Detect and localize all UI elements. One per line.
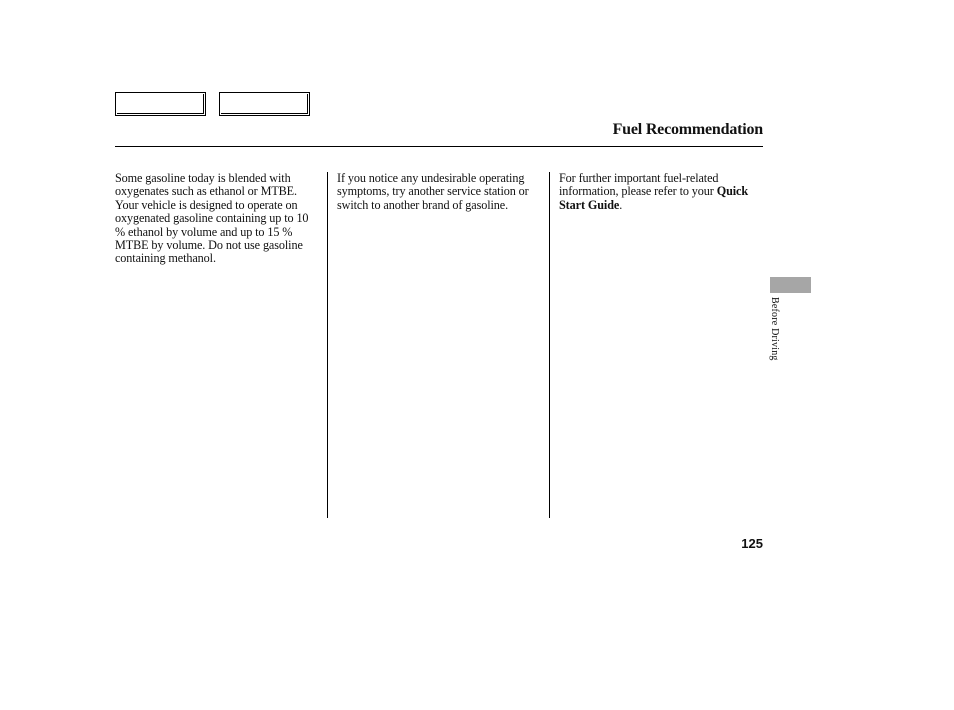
section-tab	[770, 277, 811, 293]
column-1-paragraph: Some gasoline today is blended with oxygenates such as ethanol or MTBE. Your vehicle is designed to operate on oxygenated gasoline containing up to 10 % ethanol by volume and up to 15 % MTBE by volume. Do not use gasoline containing methanol.	[115, 171, 309, 266]
quick-start-guide-reference: Quick Start Guide	[559, 184, 749, 212]
nav-button-next[interactable]	[219, 92, 310, 116]
column-3-text-end: .	[619, 197, 623, 212]
text-column-2	[337, 172, 537, 212]
title-divider	[115, 146, 763, 147]
text-column-3	[559, 172, 759, 212]
column-divider-2	[549, 172, 550, 518]
column-2-paragraph: If you notice any undesirable operating symptoms, try another service station or switch to another brand of gasoline.	[337, 171, 529, 212]
text-column-1	[115, 172, 320, 266]
nav-button-prev[interactable]	[115, 92, 206, 116]
column-divider-1	[327, 172, 328, 518]
column-3-paragraph	[559, 172, 759, 212]
page-number: 125	[741, 536, 763, 551]
page-title: Fuel Recommendation	[612, 121, 763, 138]
section-label: Before Driving	[769, 297, 780, 361]
column-3-text: For further important fuel-related information, please refer to your	[559, 171, 719, 199]
